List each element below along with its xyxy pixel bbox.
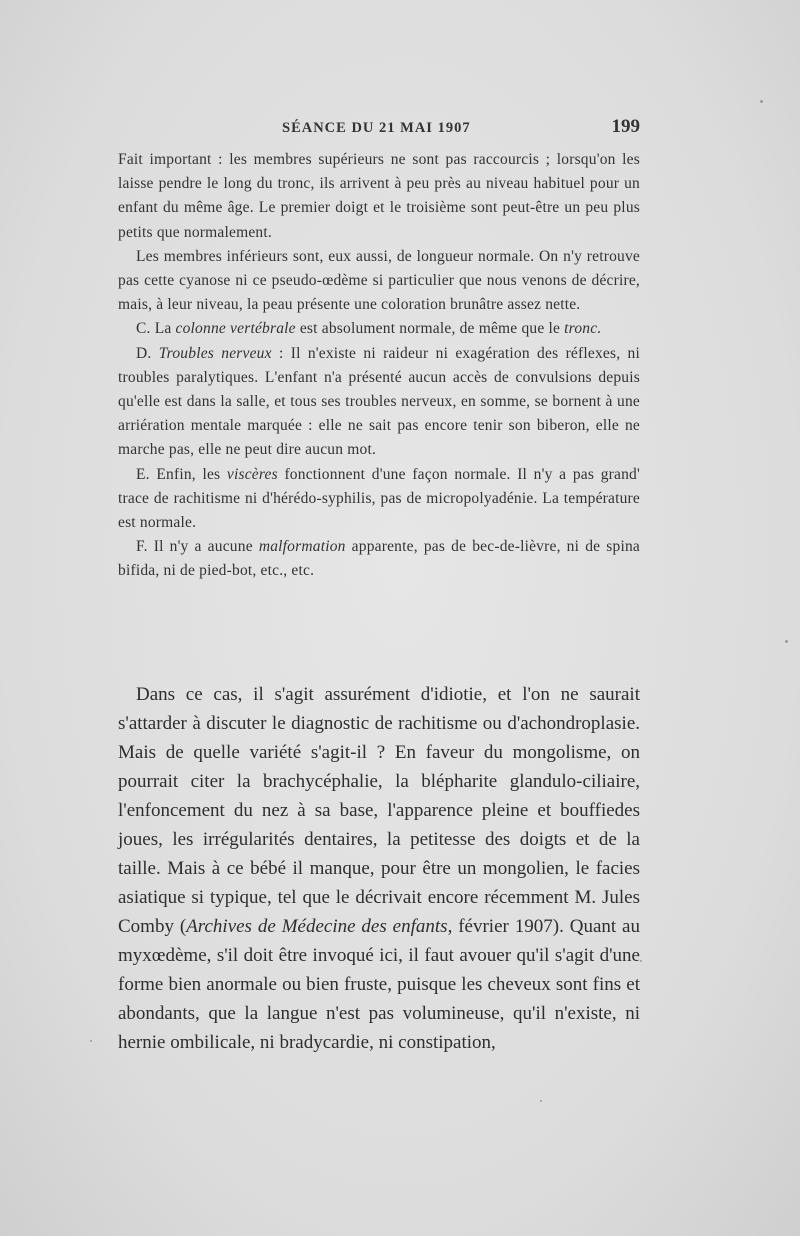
paper-speck: [785, 640, 788, 643]
emphasis-spine: colonne vertébrale: [175, 320, 296, 338]
paragraph-lower-limbs: Les membres inférieurs sont, eux aussi, de longueur normale. On n'y retrouve pas cette cyanose ni ce pseudo-œdème si particulier que nous venons de décrire, mais, à leur niveau, la peau présente une coloration brunâtre assez nette.: [118, 247, 640, 314]
emphasis-trunk: tronc.: [564, 320, 602, 338]
page-number: 199: [611, 116, 640, 137]
paper-speck: [760, 100, 763, 103]
paper-speck: [640, 960, 642, 962]
running-head: SÉANCE DU 21 MAI 1907: [282, 120, 471, 136]
discussion: [118, 680, 640, 1057]
paragraph-discussion: Dans ce cas, il s'agit assurément d'idiotie, et l'on ne saurait s'attarder à discuter le diagnostic de rachitisme ou d'achondroplasie. Mais de quelle variété s'agit-il ? En faveur du mongolisme, on pourrait citer la brachycéphalie, la blépharite glandulo-ciliaire, l'enfoncement du nez à sa base, l'apparence pleine et bouffiedes joues, les irrégularités dentaires, la petitesse des doigts et de la taille. Mais à ce bébé il manque, pour être un mongolien, le facies asiatique si typique, tel que le décrivait encore récemment M. Jules Comby (Archives de Médecine des enfants, février 1907). Quant au myxœdème, s'il doit être invoqué ici, il faut avouer qu'il s'agit d'une forme bien anormale ou bien fruste, puisque les cheveux sont fins et abondants, que la langue n'est pas volumineuse, qu'il n'existe, ni hernie ombilicale, ni bradycardie, ni constipation,: [118, 684, 640, 1053]
paragraph-spine: C. La colonne vertébrale est absolument normale, de même que le tronc.: [136, 320, 602, 338]
emphasis-journal: Archives de Médecine des enfants: [186, 916, 448, 937]
paragraph-nervous: D. Troubles nerveux : Il n'existe ni raideur ni exagération des réflexes, ni troubles paralytiques. L'enfant n'a présenté aucun accès de convulsions depuis qu'elle est dans la salle, et tous ses troubles nerveux, en somme, se bornent à une arriération mentale marquée : elle ne sait pas encore tenir son biberon, elle ne marche pas, elle ne peut dire aucun mot.: [118, 344, 640, 459]
page-header: [118, 116, 640, 140]
case-description: [118, 148, 640, 584]
paragraph-viscera: E. Enfin, les viscères fonctionnent d'une façon normale. Il n'y a pas grand' trace de rachitisme ni d'hérédo-syphilis, pas de micropolyadénie. La température est normale.: [118, 465, 640, 532]
paper-speck: [540, 1100, 542, 1102]
emphasis-malformation: malformation: [258, 538, 346, 556]
paper-speck: [90, 1040, 92, 1042]
emphasis-viscera: viscères: [226, 465, 278, 483]
paragraph-upper-limbs: Fait important : les membres supérieurs ne sont pas raccourcis ; lorsqu'on les laisse pendre le long du tronc, ils arrivent à peu près au niveau habituel pour un enfant du même âge. Le premier doigt et le troisième sont peut-être un peu plus petits que normalement.: [118, 151, 640, 241]
paragraph-malformation: F. Il n'y a aucune malformation apparente, pas de bec-de-lièvre, ni de spina bifida, ni de pied-bot, etc., etc.: [118, 538, 640, 580]
emphasis-nervous: Troubles nerveux: [158, 344, 272, 362]
